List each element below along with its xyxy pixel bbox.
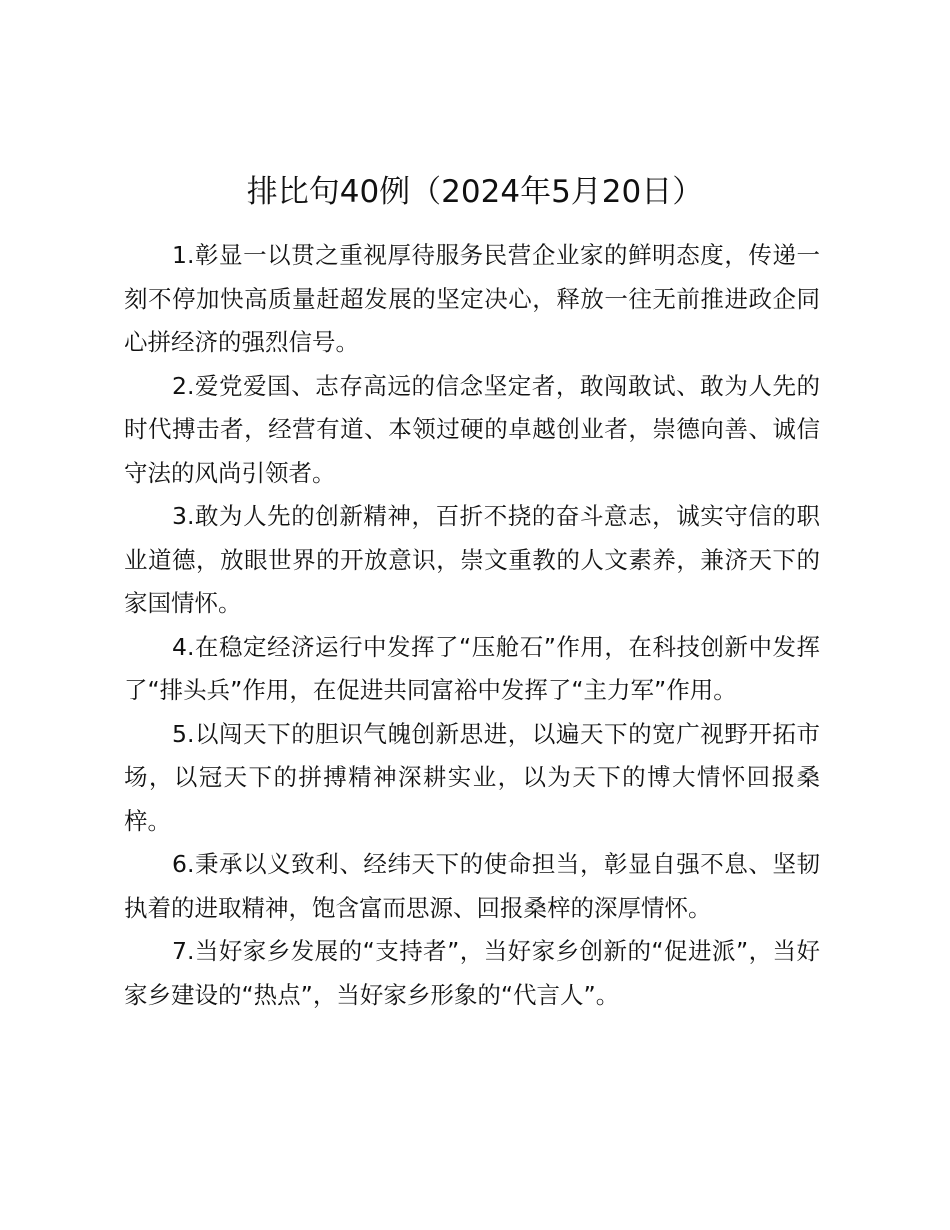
document-title: 排比句40例（2024年5月20日） <box>246 174 704 210</box>
paragraph-5: 5.以闯天下的胆识气魄创新思进，以遍天下的宽广视野开拓市场，以冠天下的拼搏精神深耕实业，以为天下的博大情怀回报桑梓。 <box>124 719 820 835</box>
paragraph-2: 2.爱党爱国、志存高远的信念坚定者，敢闯敢试、敢为人先的时代搏击者，经营有道、本领过硬的卓越创业者，崇德向善、诚信守法的风尚引领者。 <box>124 371 820 487</box>
paragraph-1: 1.彰显一以贯之重视厚待服务民营企业家的鲜明态度，传递一刻不停加快高质量赶超发展的坚定决心，释放一往无前推进政企同心拼经济的强烈信号。 <box>124 241 820 356</box>
paragraph-6: 6.秉承以义致利、经纬天下的使命担当，彰显自强不息、坚韧执着的进取精神，饱含富而思源、回报桑梓的深厚情怀。 <box>124 850 820 922</box>
document-body <box>124 234 820 1017</box>
paragraph-3: 3.敢为人先的创新精神，百折不挠的奋斗意志，诚实守信的职业道德，放眼世界的开放意识，崇文重教的人文素养，兼济天下的家国情怀。 <box>124 502 820 617</box>
paragraph-4: 4.在稳定经济运行中发挥了“压舱石”作用，在科技创新中发挥了“排头兵”作用，在促进共同富裕中发挥了“主力军”作用。 <box>124 632 820 704</box>
paragraph-7: 7.当好家乡发展的“支持者”，当好家乡创新的“促进派”，当好家乡建设的“热点”，当好家乡形象的“代言人”。 <box>124 937 820 1009</box>
